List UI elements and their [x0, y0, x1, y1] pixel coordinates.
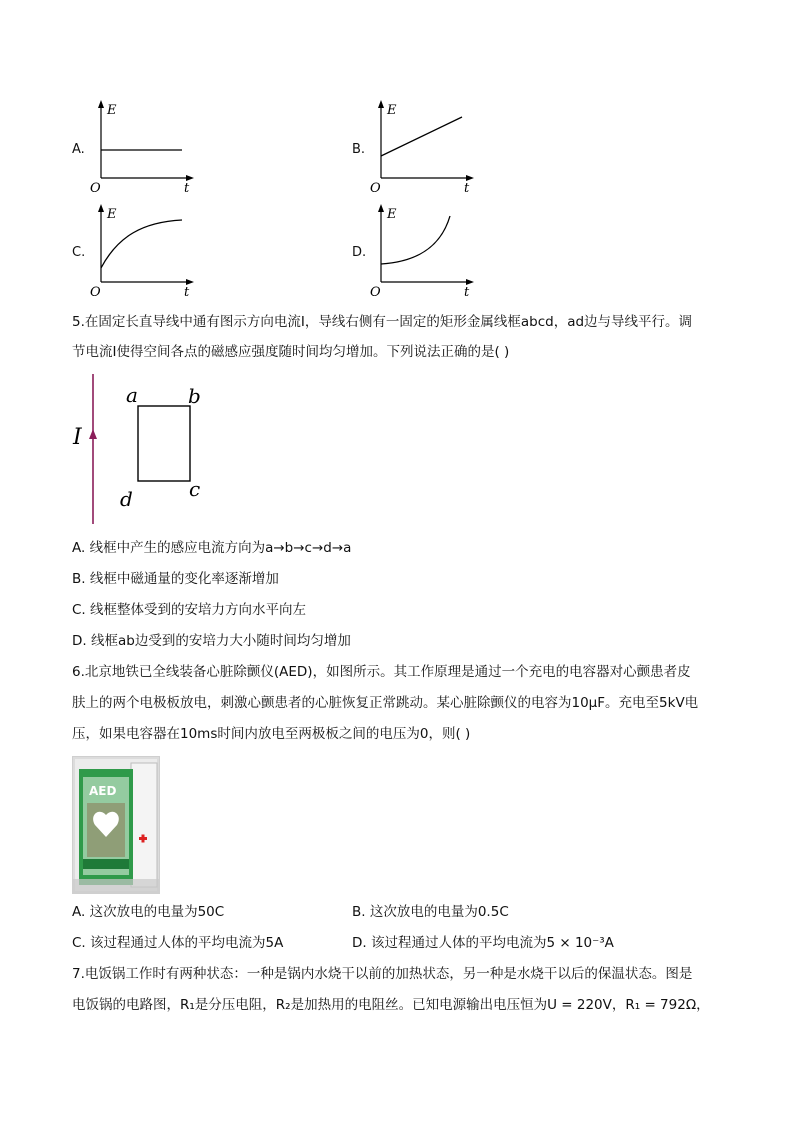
graph-b: [368, 98, 478, 194]
graph-option-label-a: A.: [72, 142, 85, 157]
q5-corner-a: a: [126, 383, 138, 407]
q5-corner-c: c: [189, 477, 201, 501]
graph-option-label-d: D.: [352, 245, 367, 260]
aed-cabinet-photo: [72, 756, 160, 894]
q7-stem-line2: 电饭锅的电路图，R₁是分压电阻，R₂是加热用的电阻丝。已知电源输出电压恒为U = 220V，R₁ = 792Ω，: [72, 997, 710, 1013]
q6-stem-line1: 6.北京地铁已全线装备心脏除颤仪(AED)，如图所示。其工作原理是通过一个充电的电容器对心颤患者皮: [72, 664, 691, 680]
graph-a-y-label: E: [107, 103, 117, 118]
graph-d: [368, 202, 478, 298]
graph-d-x-label: t: [464, 285, 470, 298]
q5-option-b: B. 线框中磁通量的变化率逐渐增加: [72, 571, 279, 587]
q5-corner-d: d: [120, 487, 133, 511]
graph-option-label-c: C.: [72, 245, 86, 260]
q5-option-d: D. 线框ab边受到的安培力大小随时间均匀增加: [72, 633, 351, 649]
q5-option-c: C. 线框整体受到的安培力方向水平向左: [72, 602, 307, 618]
graph-b-y-label: E: [387, 103, 397, 118]
graph-b-x-label: t: [464, 181, 470, 194]
q5-stem-line2: 节电流I使得空间各点的磁感应强度随时间均匀增加。下列说法正确的是( ): [72, 344, 510, 360]
graph-c: [88, 202, 198, 298]
q6-option-d: D. 该过程通过人体的平均电流为5 × 10⁻³A: [352, 935, 614, 951]
graph-c-x-label: t: [184, 285, 190, 298]
q6-stem-line3: 压，如果电容器在10ms时间内放电至两极板之间的电压为0，则( ): [72, 726, 471, 742]
graph-a-origin: O: [90, 181, 101, 194]
q6-option-c: C. 该过程通过人体的平均电流为5A: [72, 935, 284, 951]
q5-wire-loop-figure: [70, 372, 220, 528]
q6-option-a: A. 这次放电的电量为50C: [72, 904, 225, 920]
q5-current-label: I: [73, 425, 82, 450]
graph-c-y-label: E: [107, 207, 117, 222]
graph-d-y-label: E: [387, 207, 397, 222]
q5-stem-line1: 5.在固定长直导线中通有图示方向电流I，导线右侧有一固定的矩形金属线框abcd，ad边与导线平行。调: [72, 314, 693, 330]
graph-a: [88, 98, 198, 194]
q6-option-b: B. 这次放电的电量为0.5C: [352, 904, 509, 920]
graph-option-label-b: B.: [352, 142, 366, 157]
graph-b-origin: O: [370, 181, 381, 194]
graph-d-origin: O: [370, 285, 381, 298]
q6-stem-line2: 肤上的两个电极板放电，刺激心颤患者的心脏恢复正常跳动。某心脏除颤仪的电容为10μF。充电至5kV电: [72, 695, 699, 711]
graph-c-origin: O: [90, 285, 101, 298]
aed-label: AED: [89, 784, 117, 798]
q5-corner-b: b: [188, 384, 201, 408]
graph-a-x-label: t: [184, 181, 190, 194]
q5-option-a: A. 线框中产生的感应电流方向为a→b→c→d→a: [72, 540, 352, 556]
q7-stem-line1: 7.电饭锅工作时有两种状态：一种是锅内水烧干以前的加热状态，另一种是水烧干以后的保温状态。图是: [72, 966, 693, 982]
